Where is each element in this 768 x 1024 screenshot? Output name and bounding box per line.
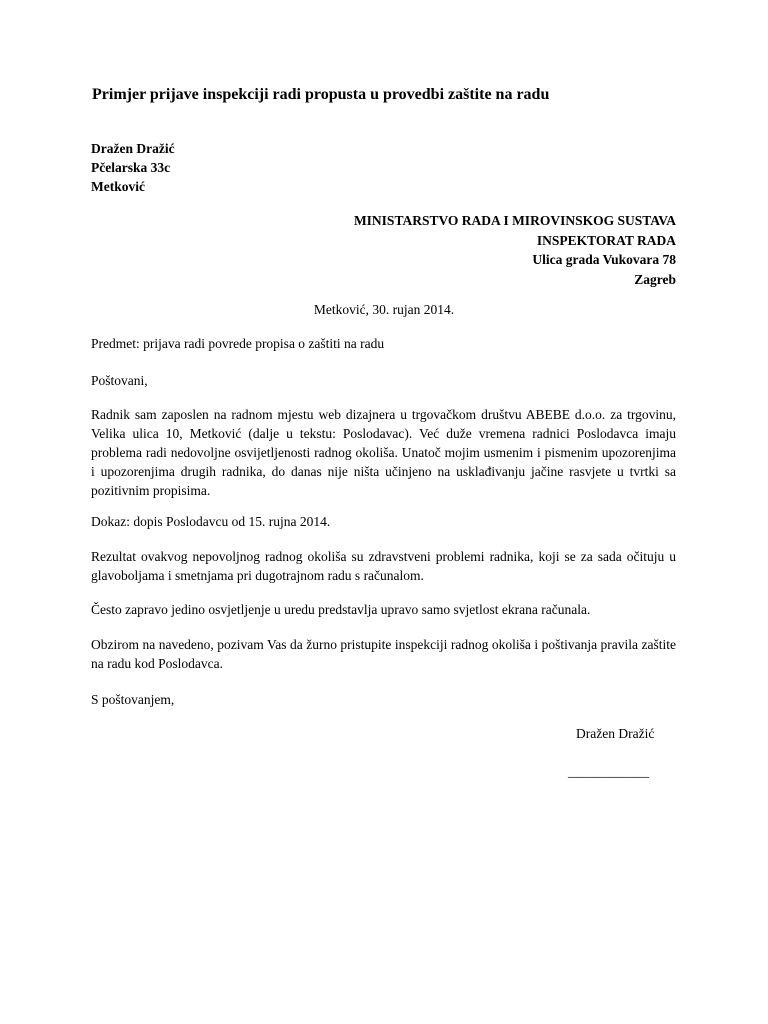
sender-address-block: [91, 139, 175, 196]
signature-name: Dražen Dražić: [576, 726, 655, 741]
body-paragraph-4: Obzirom na navedeno, pozivam Vas da žurno pristupite inspekciji radnog okoliša i poštivanja pravila zaštite na radu kod Poslodavca.: [91, 637, 676, 671]
letter-greeting: Poštovani,: [91, 373, 148, 388]
sender-name: Dražen Dražić: [91, 141, 175, 156]
letter-subject: Predmet: prijava radi povrede propisa o zaštiti na radu: [91, 336, 385, 351]
recipient-address-block: [354, 211, 676, 289]
letter-date: Metković, 30. rujan 2014.: [313, 302, 455, 317]
letter-closing: S poštovanjem,: [91, 692, 175, 707]
evidence-line: Dokaz: dopis Poslodavcu od 15. rujna 2014.: [91, 514, 331, 529]
document-title: Primjer prijave inspekciji radi propusta u provedbi zaštite na radu: [92, 86, 550, 103]
sender-street: Pčelarska 33c: [91, 160, 171, 175]
sender-city: Metković: [91, 179, 145, 194]
body-paragraph-2: Rezultat ovakvog nepovoljnog radnog okoliša su zdravstveni problemi radnika, koji se za sada očituju u glavoboljama i smetnjama pri dugotrajnom radu s računalom.: [91, 549, 676, 583]
body-paragraph-3: Često zapravo jedino osvjetljenje u uredu predstavlja upravo samo svjetlost ekrana računala.: [91, 602, 591, 617]
recipient-line-inspectorate: INSPEKTORAT RADA: [536, 232, 676, 248]
signature-line: ____________: [568, 764, 649, 779]
recipient-line-street: Ulica grada Vukovara 78: [532, 252, 676, 267]
body-paragraph-1: Radnik sam zaposlen na radnom mjestu web dizajnera u trgovačkom društvu ABEBE d.o.o. za trgovinu, Velika ulica 10, Metković (dalje u tekstu: Poslodavac). Već duže vremena radnici Poslodavca imaju problema radi nedovoljne osvijetljenosti radnog okoliša. Unatoč mojim usmenim i pismenim upozorenjima i upozorenjima drugih radnika, do danas nije ništa učinjeno na usklađivanju jačine rasvjete u tvrtki sa pozitivnim propisima.: [91, 407, 676, 498]
recipient-line-city: Zagreb: [634, 271, 676, 287]
recipient-line-ministry: MINISTARSTVO RADA I MIROVINSKOG SUSTAVA: [353, 213, 676, 228]
